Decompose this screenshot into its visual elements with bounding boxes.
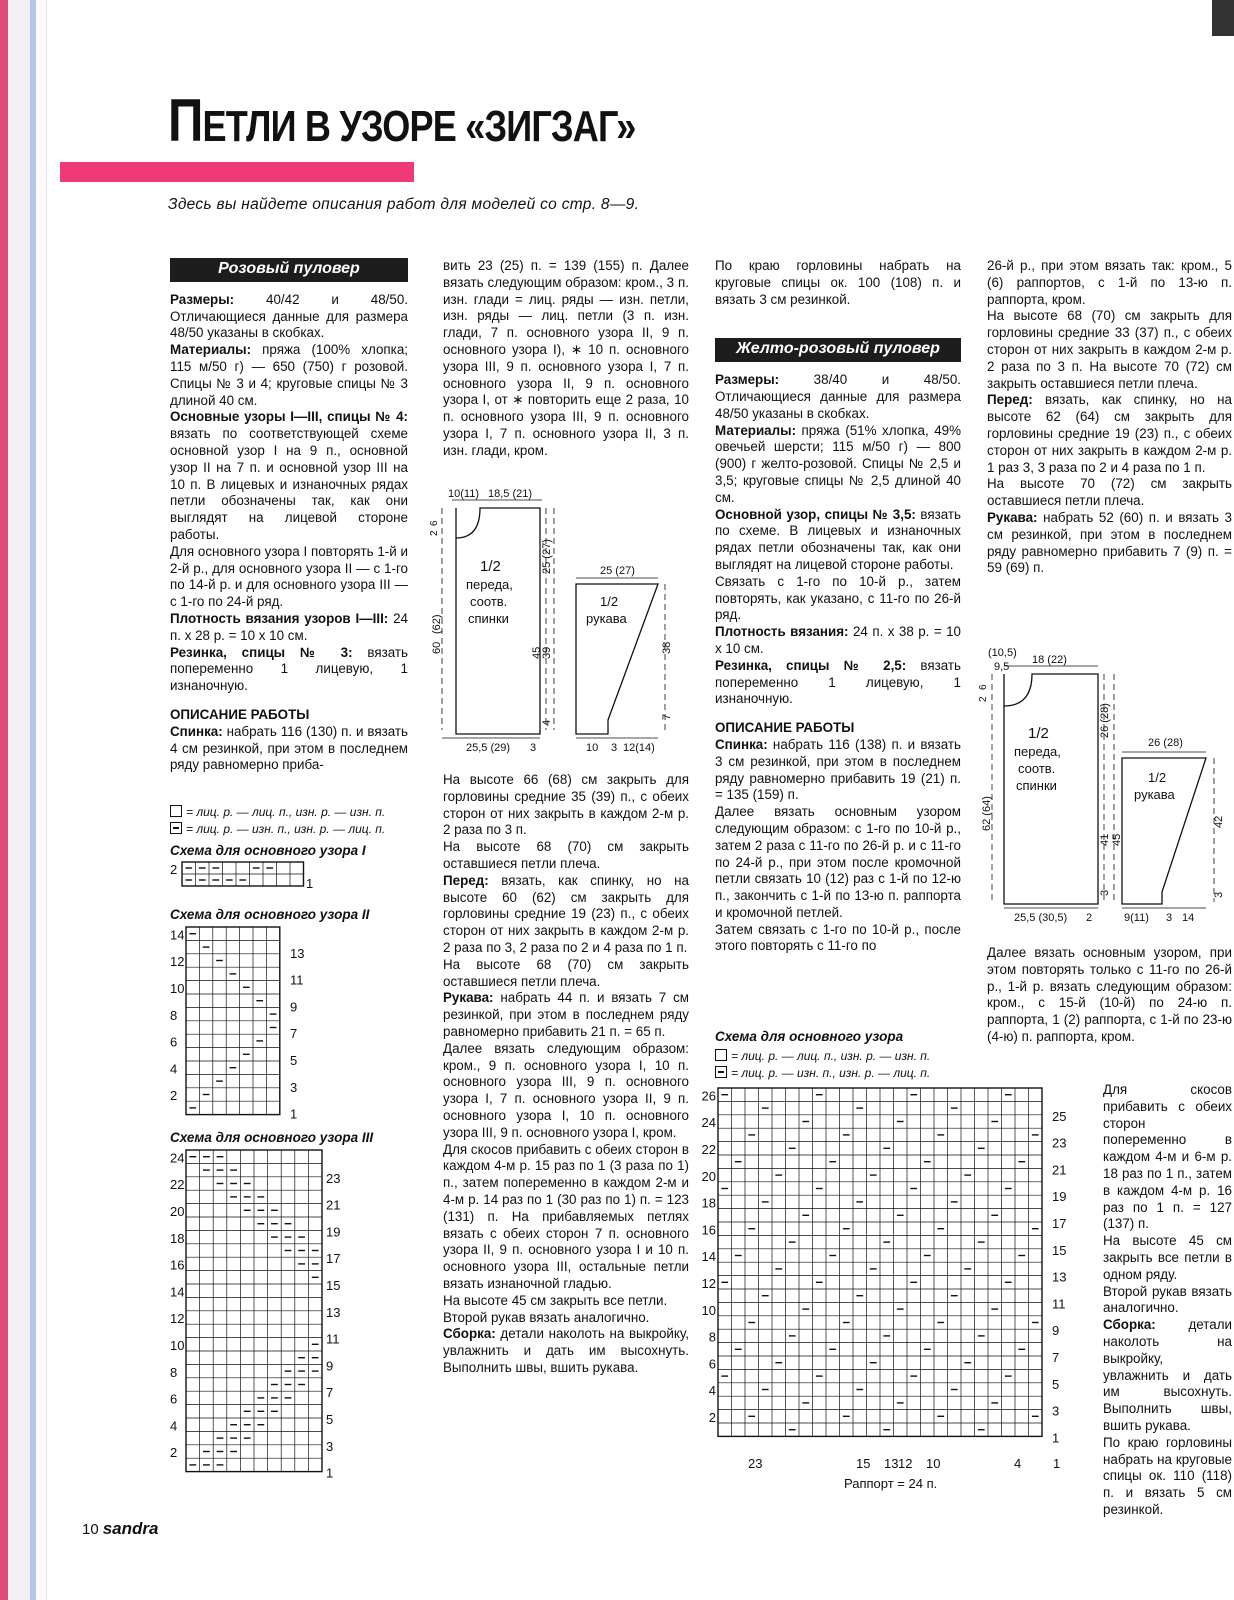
- svg-text:1: 1: [1053, 1456, 1061, 1471]
- column-1: Розовый пуловер Размеры: 40/42 и 48/50. Отличающиеся данные для размера 48/50 указаны в скобках. Материалы: пряжа (100% хлопка; 115 м/50 г) — 650 (750) г розовой. Спицы № 3 и 4; круговые спицы № 3 длиной 40 см. Основные узоры I—III, спицы № 4: вязать по соответствующей схеме основной узор I на 9 п., основной узор II на 7 п. и основной узор III на 10 п. В лицевых и изнаночных рядах петли обозначены так, как они выглядят на лицевой стороне работы. Для основного узора I повторять 1-й и 2-й р., для основного узора II — с 1-го по 14-й р. и для основного узора III — с 1-го по 24-й ряд. Плотность вязания узоров I—III: 24 п. х 28 р. = 10 х 10 см. Резинка, спицы № 3: вязать попеременно 1 лицевую, 1 изнаночную. ОПИСАНИЕ РАБОТЫ Спинка: набрать 116 (130) п. и вязать 4 см резинкой, при этом в последнем ряду равномерно приба-: [170, 260, 408, 773]
- svg-text:10: 10: [926, 1456, 941, 1471]
- svg-text:1: 1: [326, 1465, 334, 1481]
- svg-text:1: 1: [290, 1106, 298, 1122]
- svg-text:62 (64): 62 (64): [981, 796, 993, 831]
- svg-text:22: 22: [701, 1142, 716, 1157]
- svg-text:26 (28): 26 (28): [1148, 737, 1183, 749]
- svg-text:3: 3: [1099, 889, 1111, 896]
- schematic-yellow-pink-sweater: [978, 646, 1234, 926]
- svg-text:6: 6: [708, 1356, 716, 1372]
- svg-text:4: 4: [541, 719, 553, 726]
- svg-text:25,5 (30,5): 25,5 (30,5): [1014, 912, 1068, 924]
- svg-text:соотв.: соотв.: [470, 594, 508, 609]
- svg-text:12: 12: [701, 1276, 716, 1291]
- svg-text:9(11): 9(11): [1124, 912, 1149, 924]
- svg-text:переда,: переда,: [466, 577, 513, 592]
- svg-text:38: 38: [661, 641, 673, 654]
- svg-text:23: 23: [1052, 1135, 1067, 1151]
- column-2-bottom: На высоте 66 (68) см закрыть для горловины средние 35 (39) п., с обеих сторон от них закрыть в каждом 2-м р. 2 раза по 3 п. На высоте 68 (70) см закрыть оставшиеся петли плеча. Перед: вязать, как спинку, но на высоте 60 (62) см закрыть для горловины средние 19 (23) п., с обеих сторон от них закрыть в каждом 2-м р. 2 раза по 3, 2 раза по 2 и 4 раза по 1 п. На высоте 68 (70) см закрыть оставшиеся петли плеча. Рукава: набрать 44 п. и вязать 7 см резинкой, при этом в последнем ряду равномерно прибавить 21 п. = 65 п. Далее вязать следующим образом: кром., 9 п. основного узора I, 10 п. основного узора III, 9 п. основного узора I, 7 п. основного узора II, 9 п. основного узора I, 10 п. основного узора III, 9 п. основного узора I, кром. Для скосов прибавить с обеих сторон в каждом 4-м р. 15 раз по 1 (3 раза по 1) п., затем попеременно в каждом 2-м и 4-м р. 14 раз по 1 (30 раз по 1) п. = 123 (131) п. На прибавляемых петлях вязать с обеих сторон 7 п. основного узора II, 9 п. основного узора I и 10 п. основного узора III, остальные петли вязать изнаночной гладью. На высоте 45 см закрыть все петли. Второй рукав вязать аналогично. Сборка: детали наколоть на выкройку, увлажнить и дать им высохнуть. Выполнить швы, вшить рукава.: [443, 772, 689, 1375]
- caption-chart-3: Схема для основного узора III: [170, 1130, 374, 1145]
- svg-text:3: 3: [326, 1438, 334, 1454]
- legend-2: = лиц. р. — лиц. п., изн. р. — изн. п. = лиц. р. — изн. п., изн. р. — лиц. п.: [715, 1048, 930, 1082]
- chart-pattern-1: [168, 860, 328, 892]
- svg-text:12(14): 12(14): [623, 742, 655, 754]
- section-heading-pink-sweater: Розовый пуловер: [170, 258, 408, 282]
- svg-text:13: 13: [326, 1304, 341, 1320]
- svg-text:11: 11: [290, 972, 304, 988]
- svg-text:45: 45: [531, 646, 543, 659]
- svg-text:20: 20: [170, 1204, 185, 1219]
- caption-main-chart: Схема для основного узора: [715, 1029, 904, 1044]
- chart-pattern-3: [168, 1148, 358, 1490]
- svg-text:20: 20: [701, 1168, 716, 1184]
- svg-text:17: 17: [326, 1251, 341, 1267]
- svg-text:26: 26: [701, 1088, 716, 1104]
- svg-text:(62): (62): [431, 614, 443, 634]
- svg-text:18: 18: [170, 1230, 185, 1246]
- purl-symbol-icon: [715, 1066, 727, 1078]
- svg-text:45: 45: [1111, 833, 1123, 846]
- svg-text:1/2: 1/2: [600, 594, 619, 609]
- svg-text:23: 23: [748, 1456, 763, 1471]
- svg-text:9,5: 9,5: [994, 661, 1010, 673]
- svg-text:6: 6: [170, 1391, 178, 1407]
- svg-text:12: 12: [170, 954, 185, 970]
- svg-text:19: 19: [326, 1224, 341, 1240]
- svg-text:4: 4: [170, 1418, 178, 1434]
- svg-text:2: 2: [708, 1410, 716, 1425]
- svg-text:10: 10: [701, 1302, 716, 1318]
- svg-text:1/2: 1/2: [480, 558, 501, 575]
- svg-text:14: 14: [170, 1284, 185, 1300]
- column-4-narrow: Для скосов прибавить с обеих сторон попеременно в каждом 4-м и 6-м р. 18 раз по 1 п., затем в каждом 4-м р. 16 раз по 1 п. = 127 (137) п. На высоте 45 см закрыть все петли в одном ряду. Второй рукав вязать аналогично. Сборка: детали наколоть на выкройку, увлажнить и дать им высохнуть. Выполнить швы, вшить рукава. По краю горловины набрать на круговые спицы ок. 110 (118) п. и вязать 5 см резинкой.: [1103, 1082, 1232, 1517]
- svg-text:рукава: рукава: [1134, 787, 1175, 802]
- svg-text:25,5 (29): 25,5 (29): [466, 742, 511, 754]
- svg-text:1: 1: [306, 876, 314, 891]
- schematic-pink-sweater: [429, 488, 700, 756]
- title-accent-bar: [60, 162, 414, 182]
- svg-text:23: 23: [326, 1170, 341, 1186]
- svg-text:25: 25: [1052, 1108, 1067, 1124]
- svg-text:42: 42: [1213, 815, 1225, 828]
- svg-text:11: 11: [326, 1331, 340, 1347]
- page-edge-white: [36, 0, 47, 1600]
- svg-text:2: 2: [170, 1445, 178, 1461]
- svg-text:10: 10: [586, 742, 599, 754]
- svg-text:10: 10: [170, 1338, 185, 1353]
- svg-text:25 (27): 25 (27): [541, 539, 553, 574]
- svg-text:16: 16: [170, 1257, 185, 1273]
- knit-symbol-icon: [170, 805, 182, 817]
- svg-text:2: 2: [1086, 912, 1093, 924]
- page-title: ПЕТЛИ В УЗОРЕ «ЗИГЗАГ»: [168, 87, 636, 154]
- svg-text:8: 8: [170, 1007, 178, 1023]
- svg-text:4: 4: [1014, 1456, 1022, 1471]
- svg-text:4: 4: [708, 1383, 716, 1399]
- svg-text:60: 60: [431, 641, 443, 654]
- svg-text:спинки: спинки: [468, 611, 509, 626]
- page-edge-light: [8, 0, 30, 1600]
- svg-text:13: 13: [884, 1456, 899, 1471]
- svg-text:7: 7: [661, 713, 673, 720]
- svg-text:9: 9: [326, 1358, 334, 1374]
- svg-text:21: 21: [1052, 1162, 1067, 1178]
- svg-text:3: 3: [1213, 891, 1225, 898]
- svg-text:9: 9: [1052, 1323, 1060, 1339]
- svg-text:7: 7: [1052, 1350, 1060, 1365]
- svg-text:5: 5: [1052, 1376, 1060, 1392]
- page-footer: [82, 1519, 158, 1539]
- legend-1: = лиц. р. — лиц. п., изн. р. — изн. п. = лиц. р. — изн. п., изн. р. — лиц. п.: [170, 804, 385, 838]
- svg-text:17: 17: [1052, 1216, 1067, 1231]
- svg-text:1: 1: [1052, 1430, 1060, 1446]
- description-heading: ОПИСАНИЕ РАБОТЫ: [170, 706, 310, 722]
- column-2-top: вить 23 (25) п. = 139 (155) п. Далее вязать следующим образом: кром., 3 п. изн. глади = лиц. ряды — изн. петли, изн. ряды — лиц. петли (3 п. изн. глади, 7 п. основного узора II, 9 п. основного узора I), ∗ 10 п. основного узора III, 9 п. основного узора I, 7 п. основного узора II, 9 п. основного узора I, от ∗ повторить еще 2 раза, 10 п. основного узора III, 9 п. основного узора I, 7 п. основного узора II, 3 п. изн. глади, кром.: [443, 258, 689, 458]
- svg-text:18 (22): 18 (22): [1032, 654, 1067, 666]
- svg-text:22: 22: [170, 1177, 185, 1193]
- svg-text:21: 21: [326, 1197, 341, 1213]
- svg-text:2: 2: [170, 1088, 178, 1104]
- svg-text:15: 15: [1052, 1242, 1067, 1258]
- svg-text:(10,5): (10,5): [988, 647, 1017, 659]
- svg-text:3: 3: [1052, 1403, 1060, 1419]
- svg-text:11: 11: [1052, 1296, 1066, 1312]
- svg-text:6: 6: [170, 1034, 178, 1050]
- svg-text:4: 4: [170, 1061, 178, 1077]
- svg-text:8: 8: [170, 1364, 178, 1380]
- svg-text:Раппорт = 24 п.: Раппорт = 24 п.: [844, 1476, 938, 1491]
- page-edge-pink: [0, 0, 8, 1600]
- svg-text:спинки: спинки: [1016, 778, 1057, 793]
- svg-text:24: 24: [701, 1115, 716, 1131]
- svg-text:8: 8: [708, 1329, 716, 1345]
- svg-text:2: 2: [170, 862, 178, 877]
- brand-logo: sandra: [102, 1519, 159, 1538]
- svg-text:рукава: рукава: [586, 611, 627, 626]
- svg-text:6: 6: [429, 520, 440, 526]
- svg-text:2: 2: [978, 696, 989, 702]
- svg-text:5: 5: [326, 1412, 334, 1427]
- svg-text:15: 15: [326, 1278, 341, 1293]
- svg-text:18,5 (21): 18,5 (21): [488, 488, 533, 500]
- chart-main-pattern: [701, 1086, 1092, 1492]
- svg-text:3: 3: [530, 742, 537, 754]
- purl-symbol-icon: [170, 822, 182, 834]
- chart-pattern-2: [168, 925, 318, 1125]
- svg-text:5: 5: [290, 1053, 298, 1068]
- svg-text:24: 24: [170, 1150, 185, 1166]
- knit-symbol-icon: [715, 1049, 727, 1061]
- svg-text:3: 3: [1166, 912, 1173, 924]
- svg-text:18: 18: [701, 1195, 716, 1211]
- column-3: По краю горловины набрать на круговые спицы ок. 100 (108) п. и вязать 3 см резинкой. Желто-розовый пуловер Размеры: 38/40 и 48/50. Отличающиеся данные для размера 48/50 указаны в скобках. Материалы: пряжа (51% хлопка, 49% овечьей шерсти; 115 м/50 г) — 800 (900) г желто-розовой. Спицы № 2,5 и 3,5; круговые спицы № 2,5 длиной 40 см. Основной узор, спицы № 3,5: вязать по схеме. В лицевых и изнаночных рядах петли обозначены так, как они выглядят на лицевой стороне работы. Связать с 1-го по 10-й р., затем повторять, как указано, с 11-го по 26-й ряд. Плотность вязания: 24 п. х 38 р. = 10 х 10 см. Резинка, спицы № 2,5: вязать попеременно 1 лицевую, 1 изнаночную. ОПИСАНИЕ РАБОТЫ Спинка: набрать 116 (138) п. и вязать 3 см резинкой, при этом в последнем ряду равномерно прибавить 19 (21) п. = 135 (159) п. Далее вязать основным узором следующим образом: с 1-го по 10-й р., затем 2 раза с 11-го по 26-й р. и с 11-го по 24-й р., при этом после кромочной петли связать 10 (12) раз с 1-й по 12-ю п., закончить с 1-й по 13-ю п. раппорта и кромочной петлей. Затем связать с 1-го по 10-й р., после этого повторять с 11-го по: [715, 258, 961, 954]
- column-4-middle: Далее вязать основным узором, при этом повторять только с 11-го по 26-й р., 1-й р. вязать следующим образом: кром., с 15-й (10-й) по 24-ю п. раппорта, 1 (2) раппорта, с 1-й по 23-ю (4-ю) п. раппорта, кром.: [987, 945, 1232, 1044]
- intro-text: Здесь вы найдете описания работ для моделей со стр. 8—9.: [168, 196, 640, 213]
- section-heading-yellow-pink-sweater: Желто-розовый пуловер: [715, 338, 961, 362]
- svg-text:19: 19: [1052, 1189, 1067, 1205]
- svg-text:3: 3: [290, 1079, 298, 1095]
- page-corner-dark: [1212, 0, 1234, 36]
- svg-text:7: 7: [326, 1385, 334, 1401]
- svg-text:13: 13: [290, 945, 305, 961]
- svg-text:14: 14: [701, 1249, 716, 1265]
- svg-text:14: 14: [1182, 912, 1195, 924]
- caption-chart-1: Схема для основного узора I: [170, 843, 366, 858]
- svg-text:10(11): 10(11): [448, 488, 479, 500]
- svg-text:14: 14: [170, 927, 185, 943]
- caption-chart-2: Схема для основного узора II: [170, 907, 370, 922]
- svg-text:41: 41: [1099, 833, 1111, 846]
- page-number: 10: [82, 1521, 99, 1538]
- svg-text:10: 10: [170, 981, 185, 996]
- svg-text:25 (27): 25 (27): [600, 565, 635, 577]
- svg-text:6: 6: [978, 684, 989, 690]
- svg-text:13: 13: [1052, 1269, 1067, 1285]
- svg-text:26 (28): 26 (28): [1099, 703, 1111, 738]
- svg-text:39: 39: [541, 646, 553, 659]
- svg-text:соотв.: соотв.: [1018, 761, 1056, 776]
- svg-text:1/2: 1/2: [1148, 770, 1167, 785]
- svg-text:16: 16: [701, 1222, 716, 1238]
- svg-text:12: 12: [170, 1311, 185, 1327]
- svg-text:переда,: переда,: [1014, 744, 1061, 759]
- svg-text:1/2: 1/2: [1028, 725, 1049, 742]
- svg-text:15: 15: [856, 1456, 871, 1471]
- svg-text:7: 7: [290, 1026, 298, 1042]
- svg-text:2: 2: [429, 530, 440, 536]
- svg-text:12: 12: [898, 1456, 913, 1471]
- column-4-top: 26-й р., при этом вязать так: кром., 5 (6) раппортов, с 1-й по 13-ю п. раппорта, кром. На высоте 68 (70) см закрыть для горловины средние 33 (37) п., с обеих сторон от них закрыть в каждом 2-м р. 2 раза по 3 п. На высоте 70 (72) см закрыть оставшиеся петли плеча. Перед: вязать, как спинку, но на высоте 62 (64) см закрыть для горловины средние 19 (23) п., с обеих сторон от них закрыть в каждом 2-м р. 1 раз 3, 3 раза по 2 и 4 раза по 1 п. На высоте 70 (72) см закрыть оставшиеся петли плеча. Рукава: набрать 52 (60) п. и вязать 3 см резинкой, при этом в последнем ряду равномерно прибавить 7 (9) п. = 59 (69) п.: [987, 258, 1232, 576]
- svg-text:3: 3: [611, 742, 618, 754]
- svg-text:9: 9: [290, 999, 298, 1015]
